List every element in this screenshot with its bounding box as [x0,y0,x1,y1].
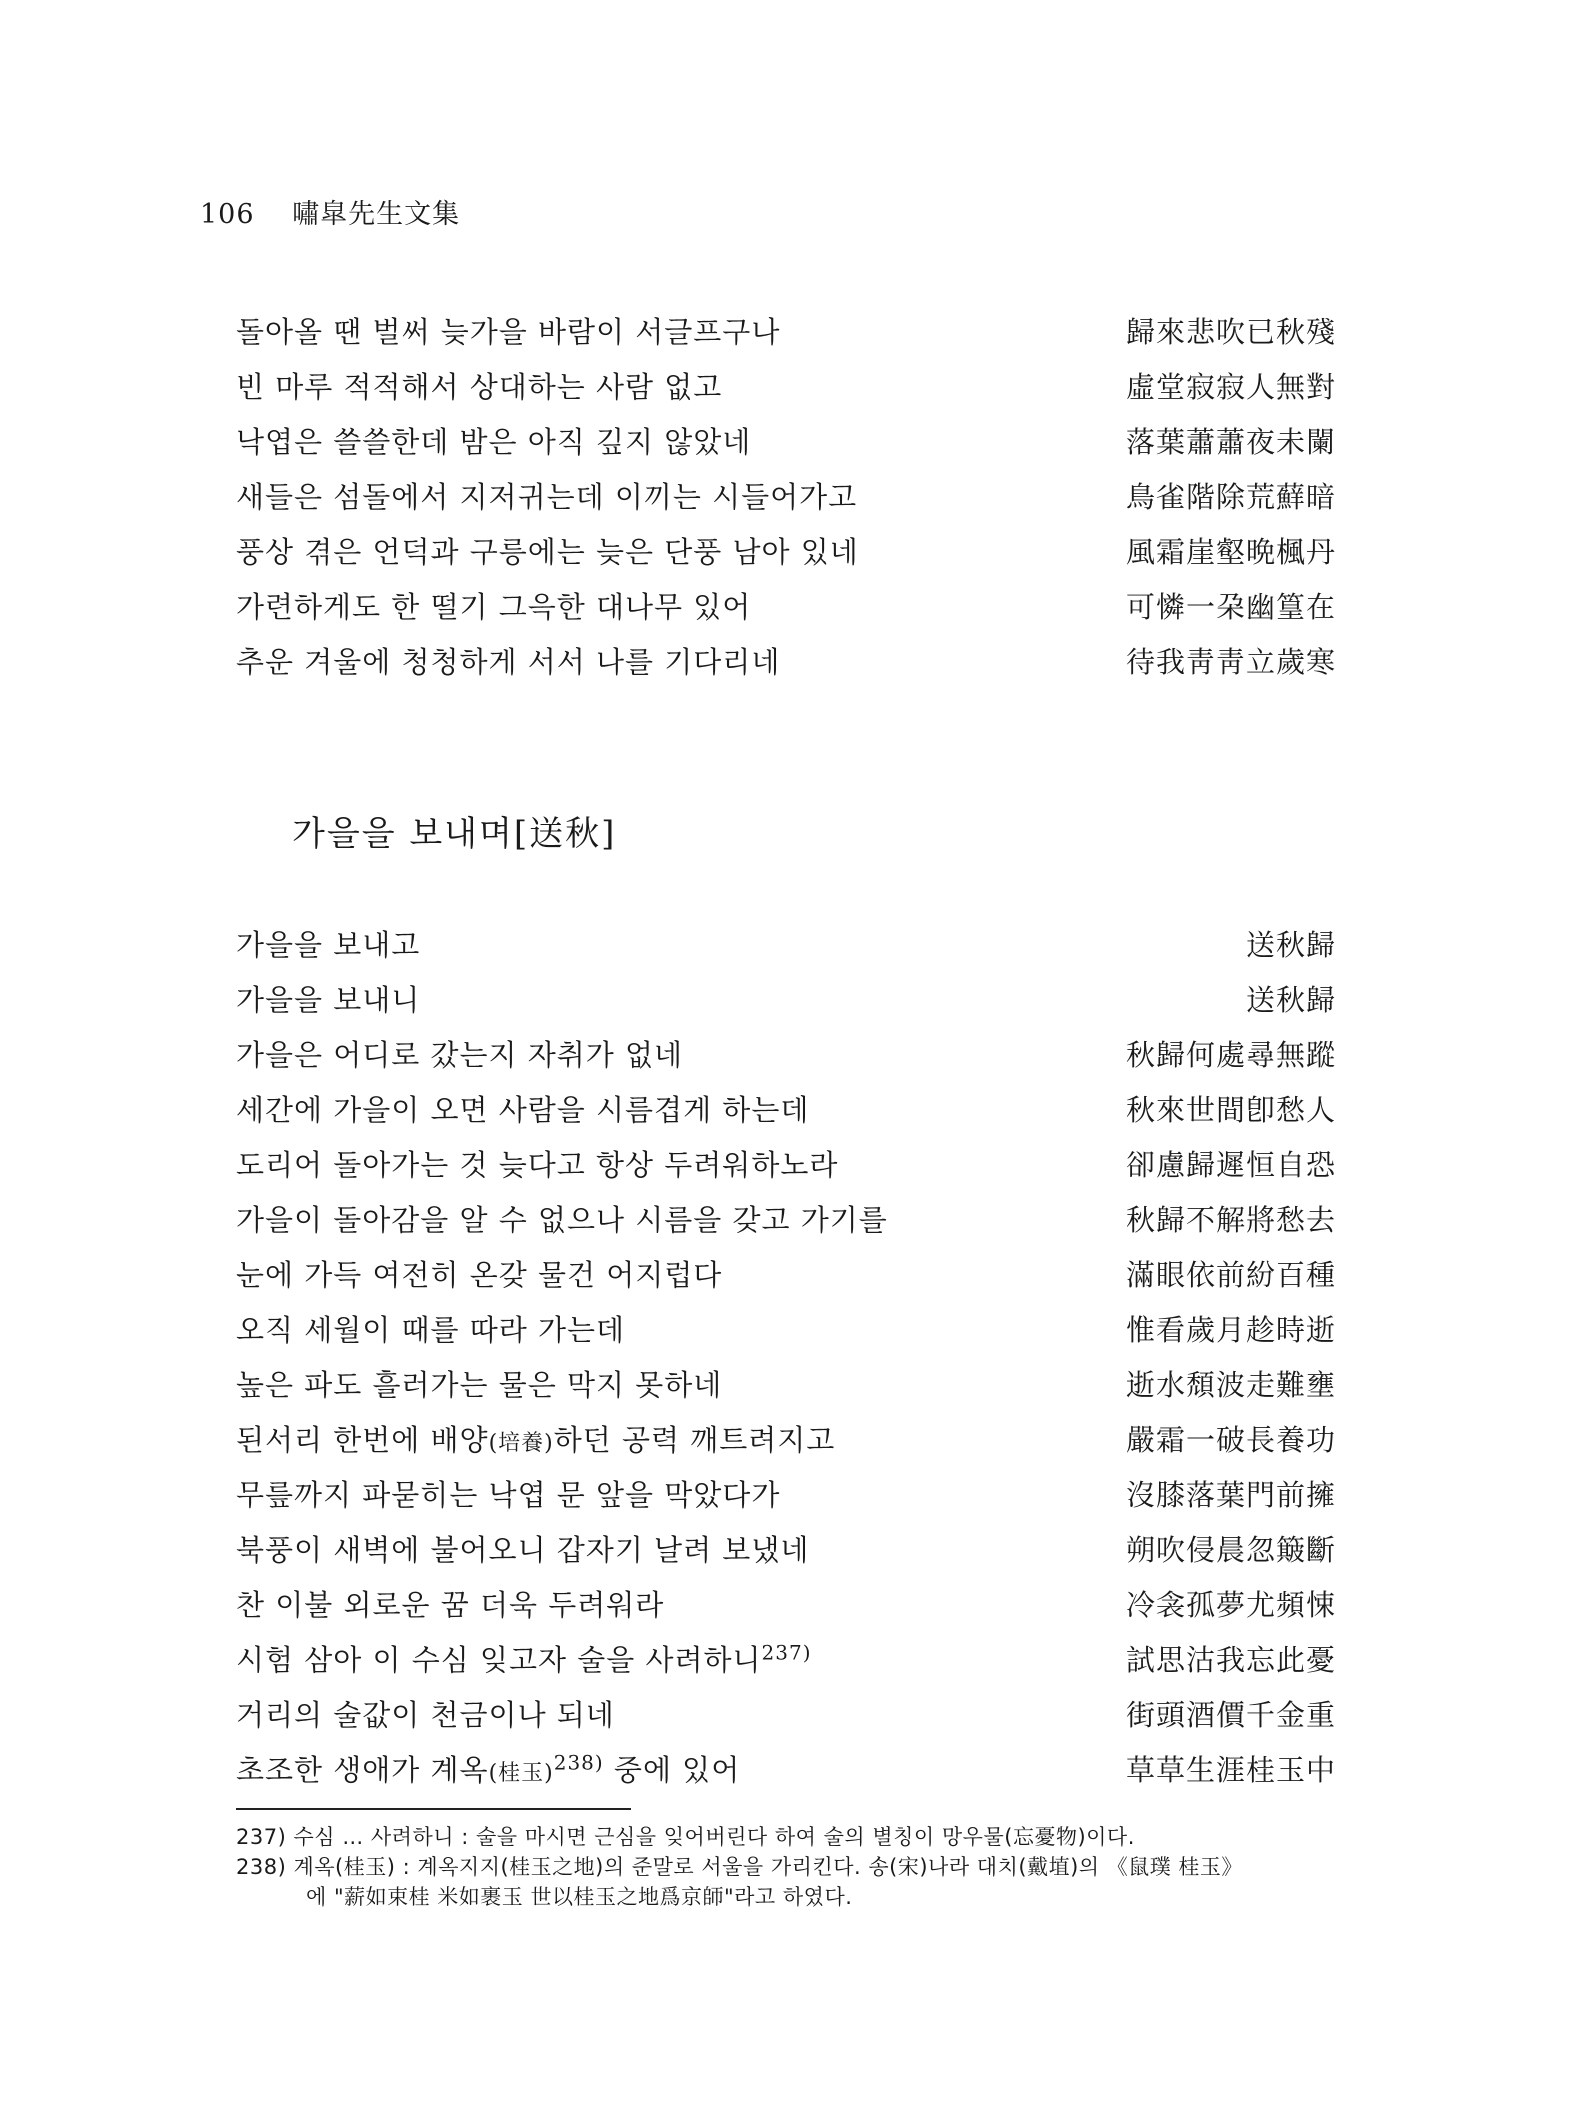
verse-korean [236,978,420,1019]
hanja-gloss: (培養) [488,1431,554,1456]
verse-korean [236,1748,740,1789]
verse-korean-text: 풍상 겪은 언덕과 구릉에는 늦은 단풍 남아 있네 [236,535,859,569]
verse-korean-text: 가을이 돌아감을 알 수 없으나 시름을 갖고 가기를 [236,1203,888,1237]
verse-line [236,1143,1336,1193]
verse-korean [236,1693,615,1734]
verse-line [236,1528,1336,1578]
verse-line [236,1308,1336,1358]
footnote-divider [236,1808,631,1810]
verse-korean [236,1418,835,1459]
verse-korean-text: 하던 공력 깨트려지고 [553,1423,836,1457]
verse-chinese: 待我靑靑立歲寒 [1125,645,1336,679]
verse-chinese: 歸來悲吹已秋殘 [1125,315,1336,349]
verse-line [236,1253,1336,1303]
verse-korean-text: 높은 파도 흘러가는 물은 막지 못하네 [236,1368,723,1402]
verse-line [236,640,1336,690]
verse-chinese: 草草生涯桂玉中 [1125,1753,1336,1787]
verse-korean-text: 오직 세월이 때를 따라 가는데 [236,1313,626,1347]
verse-chinese: 送秋歸 [1245,928,1336,962]
section-title: 가을을 보내며[送秋] [292,814,617,854]
verse-korean-text: 세간에 가을이 오면 사람을 시름겹게 하는데 [236,1093,810,1127]
verse-chinese: 朔吹侵晨忽簸斷 [1125,1533,1336,1567]
verse-line [236,585,1336,635]
verse-korean-text: 북풍이 새벽에 불어오니 갑자기 날려 보냈네 [236,1533,810,1567]
verse-korean [236,365,722,406]
footnote-ref[interactable]: 238) [553,1750,604,1775]
verse-korean [236,1528,809,1569]
footnote-text: 237) 수심 … 사려하니 : 술을 마시면 근심을 잊어버린다 하여 술의 별칭이 망우물(忘憂物)이다. [236,1825,1135,1849]
verse-line [236,1033,1336,1083]
footnote-continuation: 에 "薪如束桂 米如裹玉 世以桂玉之地爲京師"라고 하였다. [306,1885,853,1909]
verse-line [236,1748,1336,1798]
verse-korean [236,475,857,516]
verse-korean-text: 중에 있어 [603,1753,741,1787]
verse-korean [236,923,420,964]
verse-korean [236,1198,888,1239]
verse-korean [236,585,751,626]
footnote-text: 238) 계옥(桂玉) : 계옥지지(桂玉之地)의 준말로 서울을 가리킨다. 송(宋)나라 대치(戴埴)의 《鼠璞 桂玉》 [236,1855,1243,1879]
verse-korean [236,1088,809,1129]
verse-line [236,1418,1336,1468]
verse-chinese: 惟看歲月趁時逝 [1125,1313,1336,1347]
verse-line [236,1693,1336,1743]
verse-korean-text: 추운 겨울에 청청하게 서서 나를 기다리네 [236,645,781,679]
verse-line [236,420,1336,470]
verse-chinese: 鳥雀階除荒蘚暗 [1125,480,1336,514]
verse-korean-text: 가련하게도 한 떨기 그윽한 대나무 있어 [236,590,752,624]
verse-korean [236,1473,780,1514]
verse-chinese: 風霜崖壑晩楓丹 [1125,535,1336,569]
verse-korean-text: 새들은 섬돌에서 지저귀는데 이끼는 시들어가고 [236,480,858,514]
verse-chinese: 可憐一朶幽篁在 [1125,590,1336,624]
verse-korean [236,1143,838,1184]
verse-chinese: 虛堂寂寂人無對 [1125,370,1336,404]
running-header [200,192,460,231]
verse-korean [236,1363,722,1404]
footnote-ref[interactable]: 237) [761,1640,812,1665]
verse-chinese: 落葉蕭蕭夜未闌 [1125,425,1336,459]
verse-line [236,1473,1336,1523]
verse-korean-text: 무릎까지 파묻히는 낙엽 문 앞을 막았다가 [236,1478,781,1512]
verse-line [236,310,1336,360]
verse-line [236,978,1336,1028]
verse-korean-text: 된서리 한번에 배양 [236,1423,489,1457]
verse-line [236,1583,1336,1633]
footnote-238 [236,1852,1346,1912]
verse-korean [236,420,751,461]
book-title: 嘯皐先生文集 [292,199,461,230]
verse-line [236,365,1336,415]
verse-chinese: 嚴霜一破長養功 [1125,1423,1336,1457]
verse-korean [236,310,780,351]
verse-chinese: 試思沽我忘此憂 [1125,1643,1336,1677]
verse-korean [236,1638,812,1679]
verse-line [236,1638,1336,1688]
verse-line [236,530,1336,580]
verse-korean-text: 초조한 생애가 계옥 [236,1753,489,1787]
verse-chinese: 秋歸不解將愁去 [1125,1203,1336,1237]
verse-korean-text: 눈에 가득 여전히 온갖 물건 어지럽다 [236,1258,723,1292]
verse-chinese: 沒膝落葉門前擁 [1125,1478,1336,1512]
verse-line [236,1363,1336,1413]
verse-korean [236,640,780,681]
verse-line [236,475,1336,525]
hanja-gloss: (桂玉) [488,1761,554,1786]
verse-chinese: 秋歸何處尋無蹤 [1125,1038,1336,1072]
verse-chinese: 送秋歸 [1245,983,1336,1017]
verse-korean [236,530,859,571]
verse-korean-text: 낙엽은 쓸쓸한데 밤은 아직 깊지 않았네 [236,425,752,459]
page-number: 106 [200,199,255,230]
verse-korean [236,1253,722,1294]
verse-korean-text: 시험 삼아 이 수심 잊고자 술을 사려하니 [236,1643,762,1677]
verse-korean-text: 가을은 어디로 갔는지 자취가 없네 [236,1038,684,1072]
verse-korean [236,1033,683,1074]
verse-korean-text: 돌아올 땐 벌써 늦가을 바람이 서글프구나 [236,315,781,349]
verse-chinese: 卻慮歸遲恒自恐 [1125,1148,1336,1182]
verse-line [236,1088,1336,1138]
verse-korean-text: 가을을 보내니 [236,983,421,1017]
verse-chinese: 冷衾孤夢尤頻悚 [1125,1588,1336,1622]
footnote-237 [236,1822,1346,1852]
verse-line [236,923,1336,973]
verse-korean-text: 가을을 보내고 [236,928,421,962]
verse-chinese: 逝水頹波走難壅 [1125,1368,1336,1402]
verse-korean-text: 빈 마루 적적해서 상대하는 사람 없고 [236,370,723,404]
verse-korean-text: 거리의 술값이 천금이나 되네 [236,1698,615,1732]
verse-korean [236,1308,625,1349]
verse-korean [236,1583,664,1624]
verse-line [236,1198,1336,1248]
verse-chinese: 滿眼依前紛百種 [1125,1258,1336,1292]
verse-chinese: 街頭酒價千金重 [1125,1698,1336,1732]
verse-korean-text: 찬 이불 외로운 꿈 더욱 두려워라 [236,1588,665,1622]
verse-chinese: 秋來世間卽愁人 [1125,1093,1336,1127]
verse-korean-text: 도리어 돌아가는 것 늦다고 항상 두려워하노라 [236,1148,839,1182]
